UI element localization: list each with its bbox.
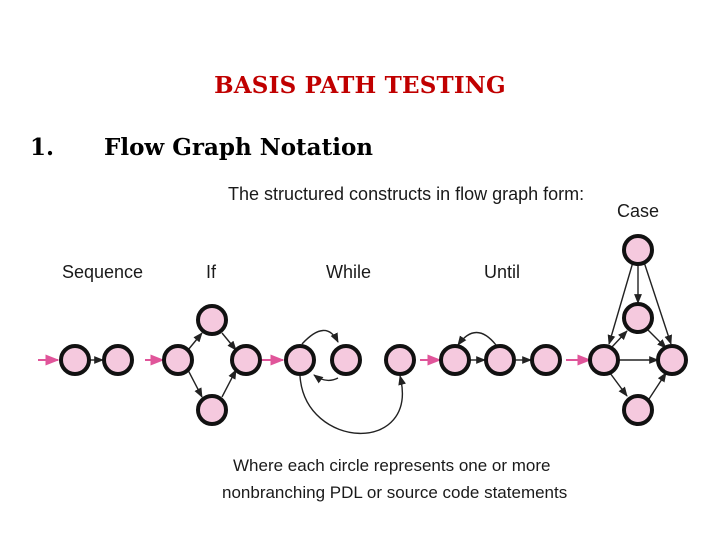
sequence-node-1 (61, 346, 89, 374)
if-node-decision (164, 346, 192, 374)
section-heading: Flow Graph Notation (104, 134, 374, 161)
while-node-body (332, 346, 360, 374)
caption-line-1: Where each circle represents one or more (233, 456, 551, 475)
while-node-exit (386, 346, 414, 374)
case-construct (566, 236, 686, 424)
section-number: 1. (30, 134, 55, 161)
label-sequence: Sequence (62, 262, 144, 282)
case-edge-top-right (644, 262, 671, 344)
if-node-false (198, 396, 226, 424)
case-edge-top-left (609, 262, 633, 344)
slide-title: BASIS PATH TESTING (214, 72, 506, 99)
case-edge-1 (611, 331, 627, 348)
while-back-edge (314, 375, 338, 380)
if-node-true (198, 306, 226, 334)
figure-intro: The structured constructs in flow graph form: (228, 184, 585, 204)
while-node-test (286, 346, 314, 374)
until-node-test (486, 346, 514, 374)
while-construct (262, 330, 414, 433)
until-node-body (441, 346, 469, 374)
label-until: Until (484, 262, 521, 282)
case-node-lower (624, 396, 652, 424)
case-edge-2 (610, 373, 627, 396)
until-node-exit (532, 346, 560, 374)
case-edge-3 (648, 330, 666, 348)
while-body-edge (302, 330, 338, 344)
label-if: If (206, 262, 217, 282)
case-edge-4 (649, 373, 666, 399)
if-node-join (232, 346, 260, 374)
sequence-construct (38, 346, 132, 374)
until-back-edge (458, 333, 496, 346)
until-construct (420, 333, 560, 375)
case-node-join (658, 346, 686, 374)
label-while: While (326, 262, 372, 282)
sequence-node-2 (104, 346, 132, 374)
while-exit-edge (300, 376, 402, 433)
case-node-decision (590, 346, 618, 374)
caption-line-2: nonbranching PDL or source code statements (222, 483, 568, 502)
if-edge-4 (222, 370, 236, 397)
if-edge-1 (188, 333, 202, 350)
label-case: Case (617, 201, 660, 221)
if-construct (145, 306, 260, 424)
case-node-upper (624, 304, 652, 332)
case-node-top (624, 236, 652, 264)
if-edge-2 (188, 370, 202, 397)
if-edge-3 (222, 333, 236, 350)
